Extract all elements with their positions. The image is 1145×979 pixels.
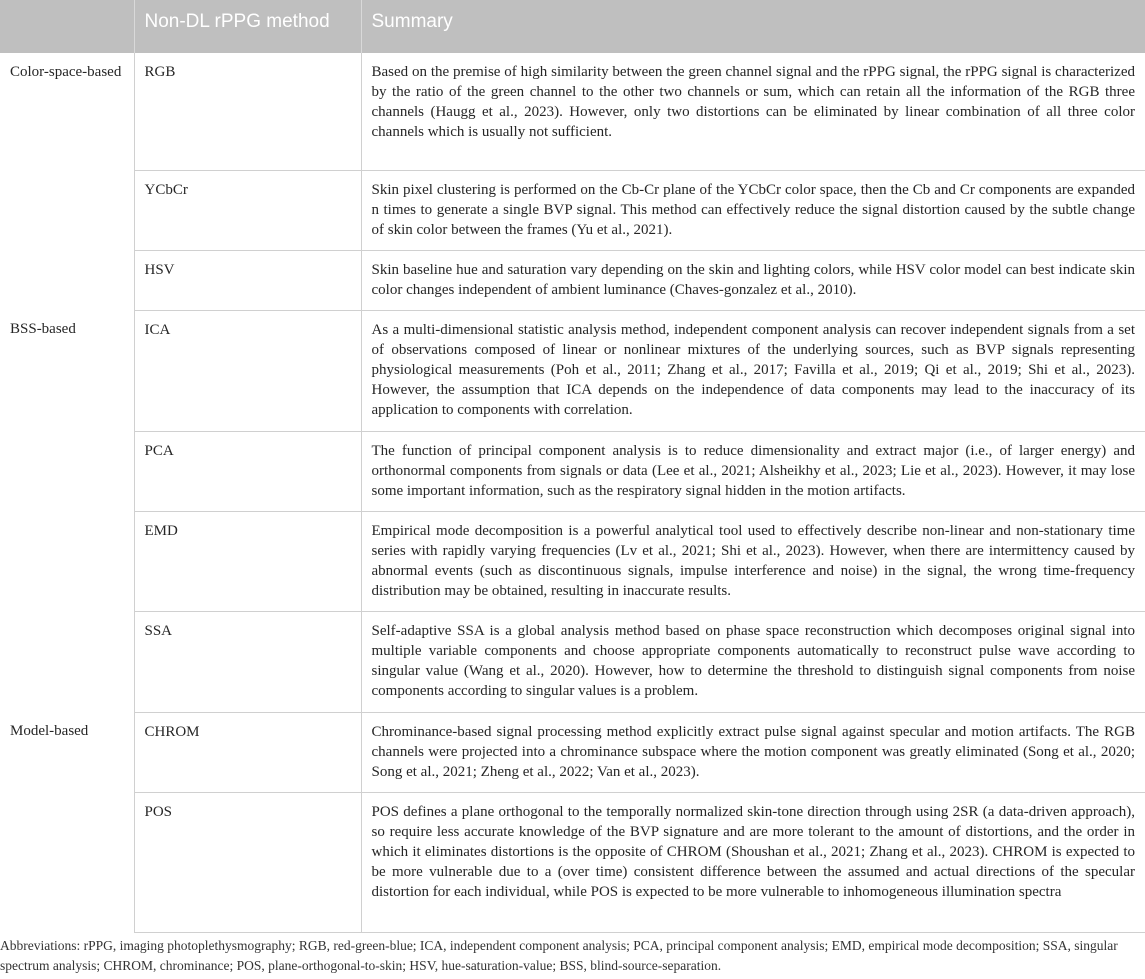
header-method: Non-DL rPPG method — [134, 0, 361, 52]
method-cell: HSV — [134, 250, 361, 310]
summary-cell: Based on the premise of high similarity between the green channel signal and the rPPG signal, the rPPG signal is characterized by the ratio of the green channel to the other two channels or sum, which can retain all the information of the RGB three channels (Haugg et al., 2023). However, only two distortions can be eliminated by linear combination of all three color channels which is usually not sufficient. — [361, 52, 1145, 170]
method-cell: POS — [134, 792, 361, 932]
header-category — [0, 0, 134, 52]
category-cell: BSS-based — [0, 310, 134, 712]
category-cell: Model-based — [0, 712, 134, 932]
method-cell: EMD — [134, 511, 361, 611]
method-cell: PCA — [134, 431, 361, 511]
table-row — [0, 52, 1145, 170]
summary-cell: Chrominance-based signal processing method explicitly extract pulse signal against specular and motion artifacts. The RGB channels were projected into a chrominance subspace where the motion component was greatly eliminated (Song et al., 2020; Song et al., 2021; Zheng et al., 2022; Van et al., 2023). — [361, 712, 1145, 792]
summary-cell: Self-adaptive SSA is a global analysis method based on phase space reconstruction which decomposes original signal into multiple variable components and choose appropriate components automatically to reconstruct pulse wave according to singular value (Wang et al., 2020). However, how to determine the threshold to distinguish signal components from noise components according to singular values is a problem. — [361, 611, 1145, 712]
table-row — [0, 712, 1145, 792]
method-cell: YCbCr — [134, 170, 361, 250]
header-summary: Summary — [361, 0, 1145, 52]
summary-cell: The function of principal component analysis is to reduce dimensionality and extract major (i.e., of larger energy) and orthonormal components from signals or data (Lee et al., 2021; Alsheikhy et al., 2023; Lie et al., 2023). However, it may lose some important information, such as the respiratory signal hidden in the motion artifacts. — [361, 431, 1145, 511]
summary-cell: Skin pixel clustering is performed on the Cb-Cr plane of the YCbCr color space, then the Cb and Cr components are expanded n times to generate a single BVP signal. This method can effectively reduce the signal distortion caused by the subtle change of skin color between the frames (Yu et al., 2021). — [361, 170, 1145, 250]
table-body — [0, 52, 1145, 932]
summary-cell: Empirical mode decomposition is a powerful analytical tool used to effectively describe non-linear and non-stationary time series with rapidly varying frequencies (Lv et al., 2021; Shi et al., 2023). However, when there are intermittency caused by abnormal events (such as discontinuous signals, impulse interference and noise) in the signal, the wrong time-frequency distribution may be obtained, resulting in inaccurate results. — [361, 511, 1145, 611]
table-row — [0, 170, 1145, 250]
table-row — [0, 511, 1145, 611]
table-row — [0, 431, 1145, 511]
table-row — [0, 250, 1145, 310]
table-row — [0, 611, 1145, 712]
summary-cell: Skin baseline hue and saturation vary depending on the skin and lighting colors, while HSV color model can best indicate skin color changes independent of ambient luminance (Chaves-gonzalez et al., 2010). — [361, 250, 1145, 310]
category-cell: Color-space-based — [0, 52, 134, 310]
table-row — [0, 310, 1145, 431]
header-row — [0, 0, 1145, 52]
table-header — [0, 0, 1145, 52]
abbreviations-footnote: Abbreviations: rPPG, imaging photoplethysmography; RGB, red-green-blue; ICA, independent component analysis; PCA, principal component analysis; EMD, empirical mode decomposition; SSA, singular spectrum analysis; CHROM, chrominance; POS, plane-orthogonal-to-skin; HSV, hue-saturation-value; BSS, blind-source-separation. — [0, 938, 1118, 973]
method-cell: SSA — [134, 611, 361, 712]
table-row — [0, 792, 1145, 932]
summary-cell: As a multi-dimensional statistic analysis method, independent component analysis can recover independent signals from a set of observations composed of linear or nonlinear mixtures of the underlying sources, such as BVP signals representing physiological measurements (Poh et al., 2011; Zhang et al., 2017; Favilla et al., 2019; Qi et al., 2019; Shi et al., 2023). However, the assumption that ICA depends on the independence of data components may lead to the inaccuracy of its application to components with correlation. — [361, 310, 1145, 431]
method-cell: ICA — [134, 310, 361, 431]
method-cell: CHROM — [134, 712, 361, 792]
summary-cell: POS defines a plane orthogonal to the temporally normalized skin-tone direction through using 2SR (a data-driven approach), so require less accurate knowledge of the BVP signature and are more tolerant to the amount of distortions, and the order in which it eliminates distortions is the opposite of CHROM (Shoushan et al., 2021; Zhang et al., 2023). CHROM is expected to be more vulnerable due to a (over time) consistent difference between the assumed and actual directions of the specular distortion for each individual, while POS is expected to be more vulnerable to inhomogeneous illumination spectra — [361, 792, 1145, 932]
method-cell: RGB — [134, 52, 361, 170]
